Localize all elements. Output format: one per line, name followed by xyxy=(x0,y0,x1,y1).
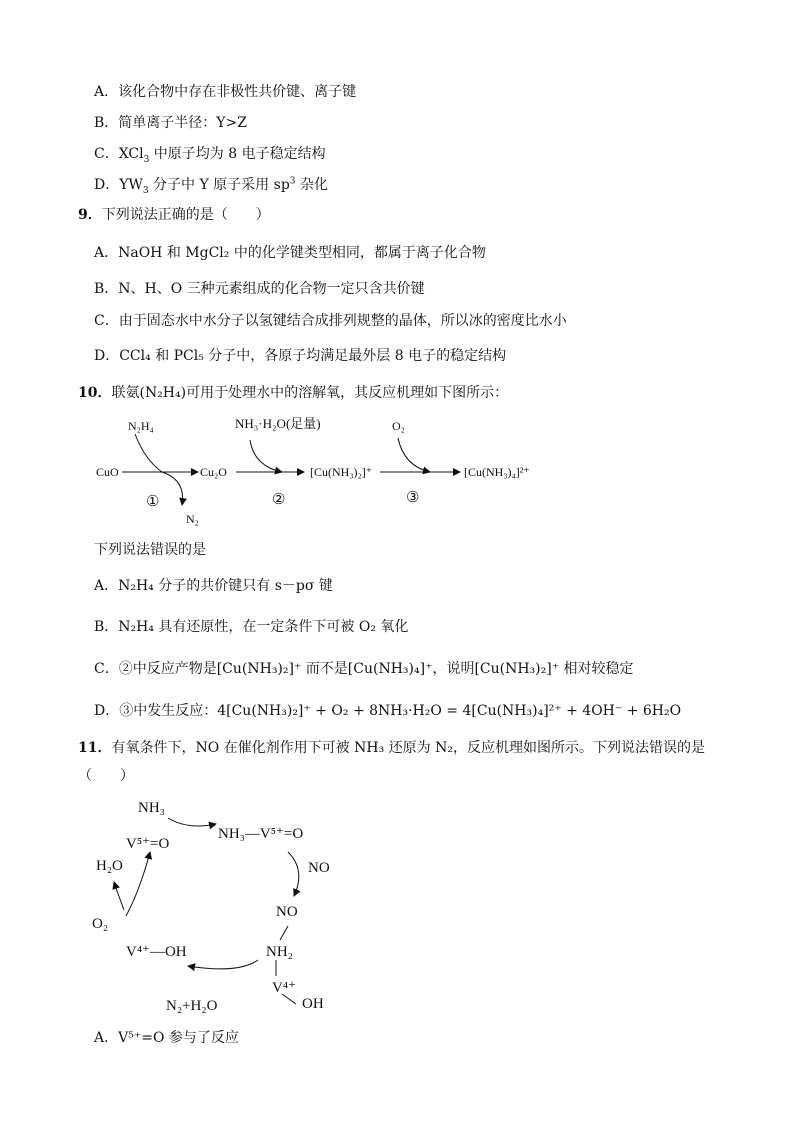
no-in-label: NO xyxy=(308,860,330,876)
q9-option-c: C．由于固态水中水分子以氢键结合成排列规整的晶体，所以冰的密度比水小 xyxy=(94,313,567,329)
n2h4-label: N₂H₄ xyxy=(128,419,154,433)
q11-mechanism-diagram xyxy=(88,790,348,1020)
q9-option-d: D．CCl₄ 和 PCl₅ 分子中，各原子均满足最外层 8 电子的稳定结构 xyxy=(94,348,507,364)
step1-label: ① xyxy=(146,494,160,510)
n2-h2o-label: N₂+H₂O xyxy=(166,998,218,1014)
q8-option-d: D．$YW_3$ 分子中 Y 原子采用 $sp^3$ 杂化 xyxy=(94,176,328,196)
q8-option-c: C．XCl$_3$ 中原子均为 8 电子稳定结构 xyxy=(94,146,326,165)
cuo-label: CuO xyxy=(96,465,119,479)
q9-stem: 9．下列说法正确的是（ ） xyxy=(78,207,270,223)
o2-label: O₂ xyxy=(392,419,405,433)
q10-option-c: C．②中反应产物是[Cu(NH₃)₂]⁺ 而不是[Cu(NH₃)₄]⁺，说明[Cu(NH₃)₂]⁺ 相对较稳定 xyxy=(94,661,634,677)
oh-mid-label: OH xyxy=(302,996,324,1012)
q10-option-a: A．N₂H₄ 分子的共价键只有 s－pσ 键 xyxy=(94,578,333,594)
step2-label: ② xyxy=(272,492,286,508)
q11-answer-paren: （ ） xyxy=(78,768,134,784)
n2-label: N₂ xyxy=(186,512,199,526)
q10-option-b: B．N₂H₄ 具有还原性，在一定条件下可被 O₂ 氧化 xyxy=(94,619,409,635)
q9-option-b: B．N、H、O 三种元素组成的化合物一定只含共价键 xyxy=(94,281,425,297)
q10-stem: 10．联氨(N₂H₄)可用于处理水中的溶解氧，其反应机理如下图所示： xyxy=(78,385,509,401)
nh2-label: NH₂ xyxy=(266,944,293,960)
nh3-in-label: NH₃ xyxy=(138,800,165,816)
v4-mid-label: V⁴⁺ xyxy=(272,980,296,996)
v4-oh-label: V⁴⁺—OH xyxy=(126,944,187,960)
q9-option-a: A．NaOH 和 MgCl₂ 中的化学键类型相同，都属于离子化合物 xyxy=(94,245,486,261)
q10-sub-stem: 下列说法错误的是 xyxy=(94,542,206,558)
cu2o-label: Cu₂O xyxy=(200,465,227,479)
cunh3-2-label: [Cu(NH₃)₂]⁺ xyxy=(310,465,373,479)
q8-option-b: B．简单离子半径：Y>Z xyxy=(94,115,247,131)
q10-mechanism-diagram xyxy=(90,410,570,535)
no-top-label: NO xyxy=(276,904,298,920)
nh3h2o-label: NH₃·H₂O(足量) xyxy=(235,416,321,431)
h2o-out-label: H₂O xyxy=(96,858,123,874)
step3-label: ③ xyxy=(406,490,420,506)
cunh3-4-label: [Cu(NH₃)₄]²⁺ xyxy=(464,465,530,479)
q8-option-a: A．该化合物中存在非极性共价键、离子键 xyxy=(94,84,357,100)
nh3-v5-label: NH₃—V⁵⁺=O xyxy=(218,826,304,842)
o2-in-label: O₂ xyxy=(92,916,109,932)
v5-o-label: V⁵⁺=O xyxy=(126,836,170,852)
q10-option-d: D．③中发生反应：4[Cu(NH₃)₂]⁺ + O₂ + 8NH₃·H₂O = 4[Cu(NH₃)₄]²⁺ + 4OH⁻ + 6H₂O xyxy=(94,703,682,719)
q11-stem: 11．有氧条件下，NO 在催化剂作用下可被 NH₃ 还原为 N₂，反应机理如图所示。下列说法错误的是 xyxy=(78,740,705,756)
q11-option-a: A．V⁵⁺=O 参与了反应 xyxy=(94,1030,239,1046)
